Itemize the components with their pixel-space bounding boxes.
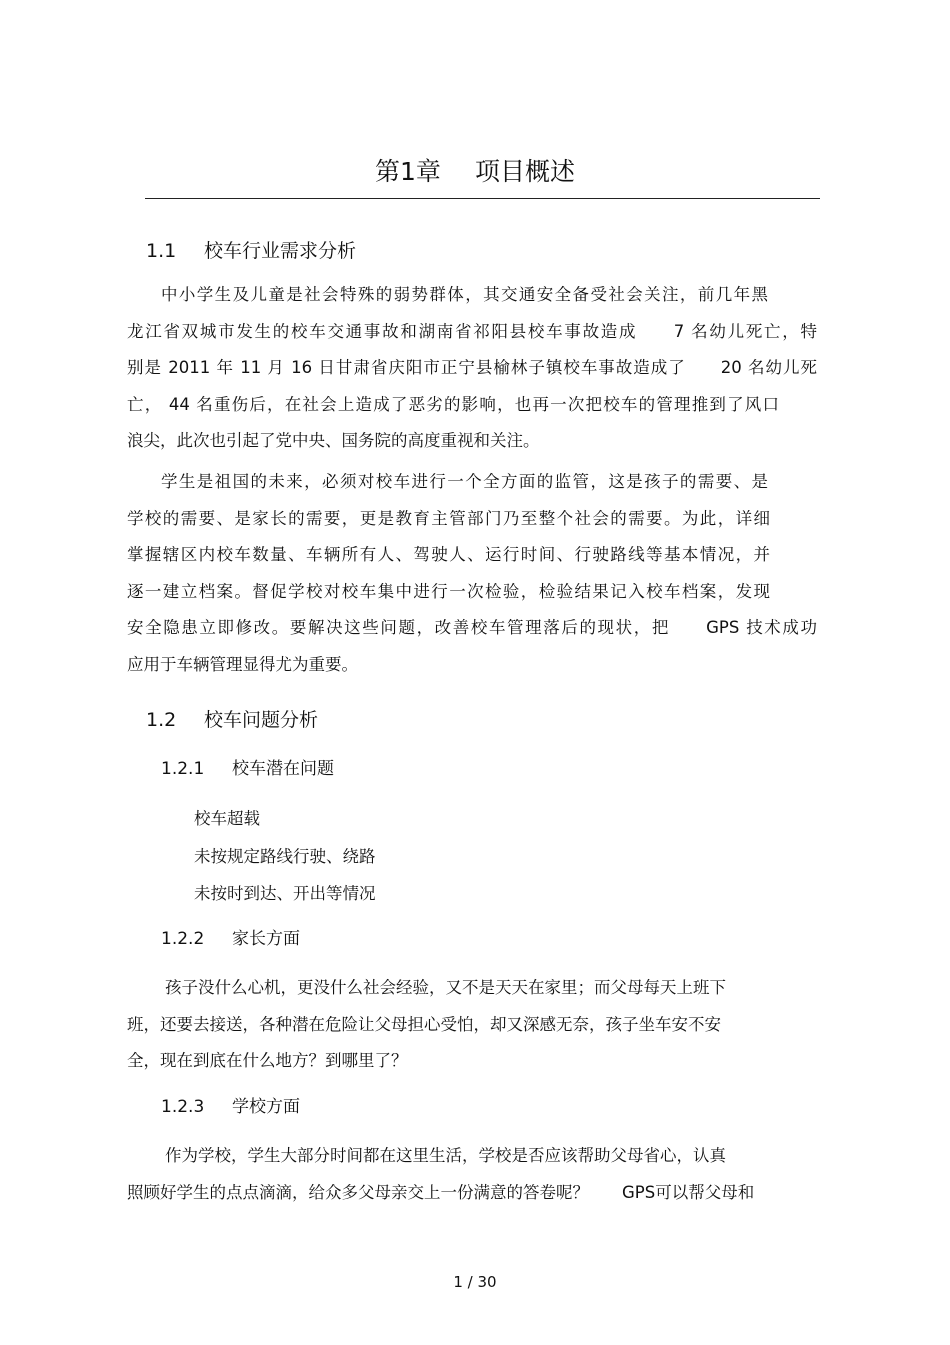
- text-line: 照顾好学生的点点滴滴，给众多父母亲交上一份满意的答卷呢？ GPS可以帮父母和: [127, 1182, 755, 1202]
- text-line: 班，还要去接送，各种潜在危险让父母担心受怕，却又深感无奈，孩子坐车安不安: [127, 1014, 721, 1034]
- text-line: 安全隐患立即修改。要解决这些问题，改善校车管理落后的现状，把 GPS 技术成功: [127, 618, 817, 637]
- section-number: 1.2: [146, 709, 177, 731]
- list-item: 未按时到达、开出等情况: [194, 884, 376, 903]
- subsection-title: 学校方面: [232, 1097, 300, 1117]
- text-line: 龙江省双城市发生的校车交通事故和湖南省祁阳县校车事故造成 7 名幼儿死亡，特: [127, 321, 817, 341]
- chapter-number: 第1章: [375, 157, 441, 186]
- problem-list: [194, 800, 376, 913]
- subsection-heading-1-2-2: [161, 926, 300, 952]
- section-heading-1-1: [146, 237, 356, 265]
- chapter-rule: [145, 198, 820, 199]
- list-item: 未按规定路线行驶、绕路: [194, 846, 376, 866]
- paragraph-1-1-a: [127, 277, 817, 460]
- paragraph-1-2-3: [127, 1138, 817, 1211]
- paragraph-1-2-2: [127, 970, 817, 1080]
- paragraph-1-1-b: [127, 464, 817, 683]
- text-line: 学生是祖国的未来，必须对校车进行一个全方面的监管，这是孩子的需要、是: [161, 472, 768, 491]
- text-line: 别是 2011 年 11 月 16 日甘肃省庆阳市正宁县榆林子镇校车事故造成了 20 名幼儿死: [127, 358, 817, 377]
- subsection-heading-1-2-3: [161, 1094, 300, 1120]
- section-title: 校车行业需求分析: [204, 240, 357, 262]
- text-line: 孩子没什么心机，更没什么社会经验，又不是天天在家里；而父母每天上班下: [165, 978, 726, 997]
- text-line: 亡， 44 名重伤后，在社会上造成了恶劣的影响，也再一次把校车的管理推到了风口: [127, 394, 779, 414]
- list-item: 校车超载: [194, 809, 260, 828]
- section-title: 校车问题分析: [204, 709, 319, 731]
- subsection-title: 校车潜在问题: [232, 759, 334, 779]
- text-line: 逐一建立档案。督促学校对校车集中进行一次检验，检验结果记入校车档案，发现: [127, 581, 770, 601]
- chapter-title: [0, 154, 950, 190]
- text-line: 应用于车辆管理显得尤为重要。: [127, 654, 358, 674]
- text-line: 作为学校，学生大部分时间都在这里生活，学校是否应该帮助父母省心，认真: [165, 1146, 726, 1165]
- section-heading-1-2: [146, 706, 318, 734]
- text-line: 掌握辖区内校车数量、车辆所有人、驾驶人、运行时间、行驶路线等基本情况，并: [127, 545, 770, 564]
- text-line: 中小学生及儿童是社会特殊的弱势群体，其交通安全备受社会关注，前几年黑: [161, 285, 768, 304]
- subsection-number: 1.2.1: [161, 759, 205, 779]
- subsection-heading-1-2-1: [161, 756, 334, 782]
- subsection-number: 1.2.2: [161, 929, 205, 949]
- text-line: 浪尖，此次也引起了党中央、国务院的高度重视和关注。: [127, 431, 540, 450]
- text-line: 学校的需要、是家长的需要，更是教育主管部门乃至整个社会的需要。为此，详细: [127, 508, 770, 528]
- subsection-number: 1.2.3: [161, 1097, 205, 1117]
- chapter-name: 项目概述: [474, 157, 575, 186]
- section-number: 1.1: [146, 240, 177, 262]
- page-number: 1 / 30: [453, 1273, 497, 1291]
- text-line: 全，现在到底在什么地方？到哪里了？: [127, 1051, 408, 1070]
- subsection-title: 家长方面: [232, 929, 300, 949]
